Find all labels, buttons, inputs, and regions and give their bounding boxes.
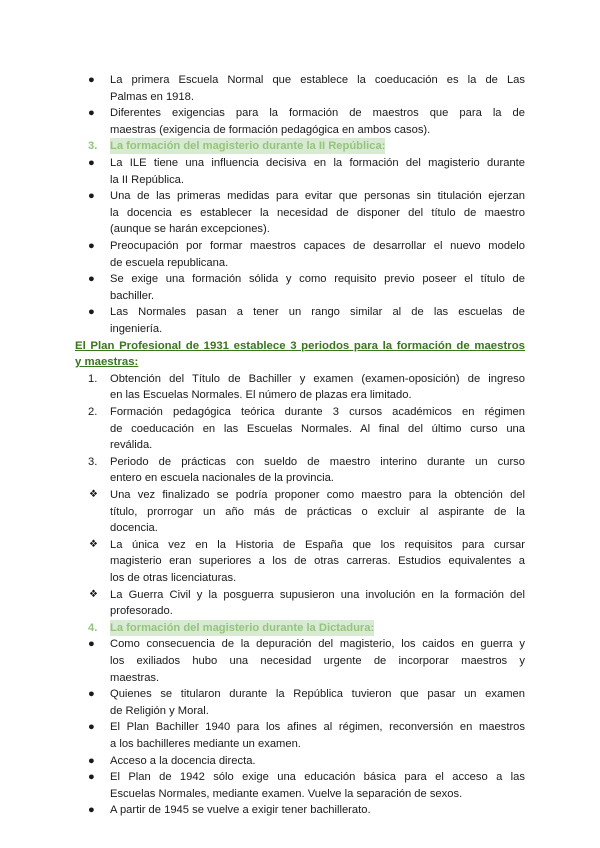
list-item-text-line: maestras (exigencia de formación pedagógica en ambos casos).: [110, 123, 431, 136]
list-number: 3.: [88, 455, 98, 468]
list-item-text-line: título, prorrogar un año más de prácticas o excluir al aspirante de la: [110, 505, 525, 518]
list-item-text-line: maestras.: [110, 671, 160, 684]
list-item-text-line: Formación pedagógica teórica durante 3 cursos académicos en régimen: [110, 406, 525, 418]
list-item-text-line: Diferentes exigencias para la formación de maestros que para la de: [110, 107, 525, 120]
bullet-icon: ●: [88, 721, 95, 734]
bullet-icon: ●: [88, 306, 95, 319]
section-number: 4.: [88, 621, 98, 634]
list-item-text-line: Periodo de prácticas con sueldo de maestro interino durante un curso: [110, 455, 525, 468]
bullet-icon: ●: [88, 107, 95, 120]
bullet-icon: ●: [88, 74, 95, 86]
list-item-text-line: El Plan Bachiller 1940 para los afines al régimen, reconversión en maestros: [110, 721, 525, 734]
list-item-text-line: Palmas en 1918.: [110, 90, 194, 103]
bullet-icon: ●: [88, 190, 95, 203]
plan-heading-line: y maestras:: [75, 356, 139, 369]
list-item-text-line: reválida.: [110, 439, 153, 452]
list-item-text-line: la II República.: [110, 173, 185, 186]
list-item-text-line: Obtención del Título de Bachiller y examen (examen-oposición) de ingreso: [110, 372, 525, 385]
list-item-text-line: Una vez finalizado se podría proponer como maestro para la obtención del: [110, 489, 525, 501]
bullet-icon: ●: [88, 638, 95, 651]
diamond-bullet-icon: ❖: [89, 489, 98, 500]
list-item-text-line: ingeniería.: [110, 322, 163, 335]
bullet-icon: ●: [88, 754, 95, 767]
list-item-text-line: entero en escuela nacionales de la provincia.: [110, 472, 334, 485]
list-item-text-line: El Plan de 1942 sólo exige una educación básica para el acceso a las: [110, 771, 525, 784]
bullet-icon: ●: [88, 688, 95, 701]
bullet-icon: ●: [88, 771, 95, 784]
list-number: 1.: [88, 372, 98, 385]
list-item-text-line: de Religión y Moral.: [110, 704, 209, 717]
list-item-text-line: Preocupación por formar maestros capaces de desarrollar el nuevo modelo: [110, 240, 525, 252]
bullet-icon: ●: [88, 804, 95, 817]
list-item-text-line: en las Escuelas Normales. El número de plazas era limitado.: [110, 389, 412, 402]
list-item-text-line: Como consecuencia de la depuración del magisterio, los caidos en guerra y: [110, 638, 525, 651]
plan-heading-line: El Plan Profesional de 1931 establece 3 periodos para la formación de maestros: [75, 339, 525, 352]
list-item-text-line: bachiller.: [110, 289, 155, 302]
list-item-text-line: Quienes se titularon durante la República tuvieron que pasar un examen: [110, 688, 525, 701]
list-item-text-line: La primera Escuela Normal que establece la coeducación es la de Las: [110, 74, 525, 86]
list-item-text-line: Acceso a la docencia directa.: [110, 754, 256, 767]
list-item-text-line: a los bachilleres mediante un examen.: [110, 737, 301, 750]
bullet-icon: ●: [88, 273, 95, 286]
list-item-text-line: Escuelas Normales, mediante examen. Vuelve la separación de sexos.: [110, 787, 463, 800]
diamond-bullet-icon: ❖: [89, 588, 98, 600]
list-item-text-line: de coeducación en las Escuelas Normales. Al final del último curso una: [110, 422, 525, 435]
list-item-text-line: los exiliados hubo una necesidad urgente de incorporar maestros y: [110, 654, 525, 667]
section-number: 3.: [88, 140, 98, 153]
list-item-text-line: magisterio eran superiores a los de otras carreras. Estudios equivalentes a: [110, 555, 525, 568]
list-item-text-line: La ILE tiene una influencia decisiva en la formación del magisterio durante: [110, 157, 525, 169]
list-item-text-line: La Guerra Civil y la posguerra supusieron una involución en la formación del: [110, 588, 525, 601]
list-item-text-line: profesorado.: [110, 605, 173, 618]
list-item-text-line: la docencia es establecer la necesidad de disponer del título de maestro: [110, 206, 525, 219]
list-number: 2.: [88, 406, 98, 418]
list-item-text-line: (aunque se harán excepciones).: [110, 223, 270, 236]
list-item-text-line: La única vez en la Historia de España que los requisitos para cursar: [110, 538, 525, 551]
diamond-bullet-icon: ❖: [89, 538, 98, 550]
bullet-icon: ●: [88, 240, 95, 252]
list-item-text-line: A partir de 1945 se vuelve a exigir tener bachillerato.: [110, 804, 371, 817]
section-heading-republica: La formación del magisterio durante la II República:: [110, 140, 386, 153]
bullet-icon: ●: [88, 157, 95, 169]
section-heading-dictadura: La formación del magisterio durante la Dictadura:: [110, 621, 375, 634]
list-item-text-line: Las Normales pasan a tener un rango similar al de las escuelas de: [110, 306, 525, 319]
list-item-text-line: Una de las primeras medidas para evitar que personas sin titulación ejerzan: [110, 190, 525, 203]
list-item-text-line: de escuela republicana.: [110, 256, 229, 269]
list-item-text-line: docencia.: [110, 522, 158, 535]
list-item-text-line: Se exige una formación sólida y como requisito previo poseer el título de: [110, 273, 525, 286]
list-item-text-line: los de otras licenciaturas.: [110, 571, 237, 584]
